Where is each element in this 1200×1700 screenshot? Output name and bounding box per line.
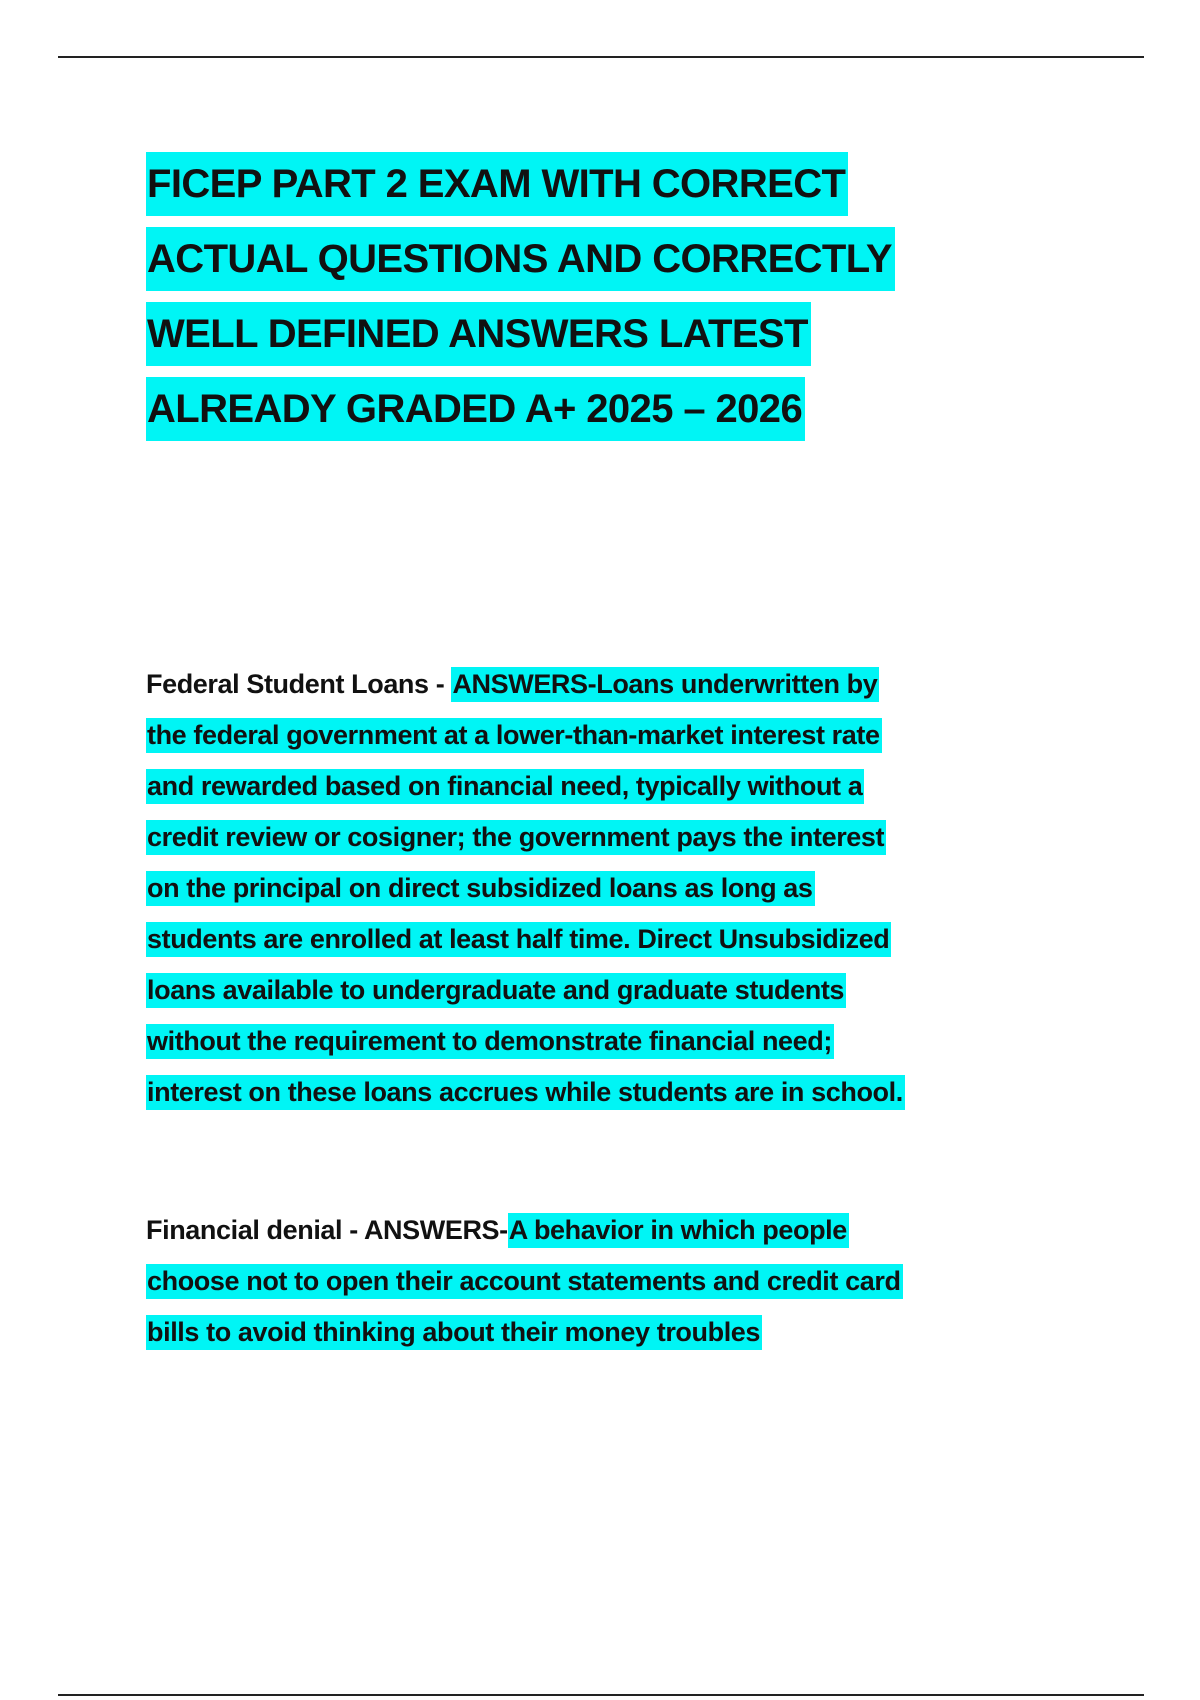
entry-answer: A behavior in which people [508,1213,849,1248]
answer-line: on the principal on direct subsidized loans as long as [146,863,1086,914]
entry-answer: ANSWERS-Loans underwritten by [451,667,879,702]
title-line: ALREADY GRADED A+ 2025 – 2026 [146,372,805,447]
answer-line: credit review or cosigner; the government pays the interest [146,812,1086,863]
qa-entry-financial-denial [146,1205,1086,1358]
entry-term: Financial denial - ANSWERS- [146,1215,508,1245]
document-title [146,147,1146,447]
top-rule [58,56,1144,58]
title-line: FICEP PART 2 EXAM WITH CORRECT [146,147,848,222]
title-line: WELL DEFINED ANSWERS LATEST [146,297,811,372]
answer-line: and rewarded based on financial need, typically without a [146,761,1086,812]
bottom-rule [58,1694,1144,1696]
entry-first-line [146,659,1086,710]
answer-line: choose not to open their account statements and credit card [146,1256,1086,1307]
answer-line: without the requirement to demonstrate financial need; [146,1016,1086,1067]
answer-line: bills to avoid thinking about their money troubles [146,1307,1086,1358]
answer-line: the federal government at a lower-than-market interest rate [146,710,1086,761]
answer-line: students are enrolled at least half time. Direct Unsubsidized [146,914,1086,965]
qa-entry-federal-student-loans [146,659,1086,1118]
answer-line: interest on these loans accrues while students are in school. [146,1067,1086,1118]
entry-first-line [146,1205,1086,1256]
title-line: ACTUAL QUESTIONS AND CORRECTLY [146,222,895,297]
answer-line: loans available to undergraduate and graduate students [146,965,1086,1016]
entry-term: Federal Student Loans - [146,669,452,699]
